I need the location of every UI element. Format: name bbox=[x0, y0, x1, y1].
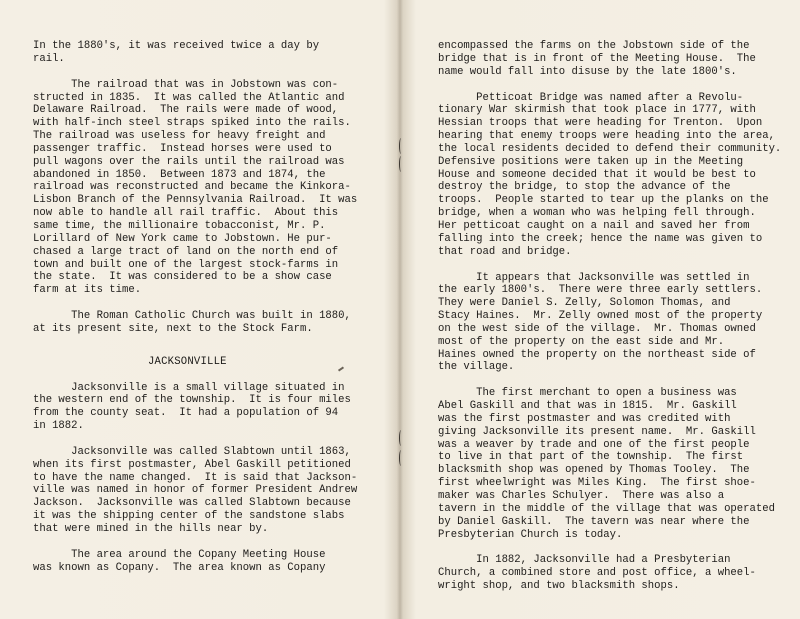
left-paragraph-catholic-church: The Roman Catholic Church was built in 1880, at its present site, next to the Stock Farm. bbox=[33, 310, 351, 335]
staple-mark bbox=[399, 430, 403, 446]
left-paragraph-jacksonville-intro: Jacksonville is a small village situated in the western end of the township. It is four miles from the county seat. It had a population of 94 in 1882. bbox=[33, 381, 351, 433]
staple-mark bbox=[399, 156, 403, 172]
left-page bbox=[0, 0, 398, 619]
right-paragraph-first-merchant: The first merchant to open a business was Abel Gaskill and that was in 1815. Mr. Gaskill was the first postmaster and was credited with giving Jacksonville its present name. Mr. Gaskill was a weaver by trade and one of the first people to live in that part of the township. The first blacksmith shop was opened by Thomas Tooley. The first wheelwright was Miles King. The first shoe- maker was Charles Schulyer. There was also a tavern in the middle of the village that was operated by Daniel Gaskill. The tavern was near where the Presbyterian Church is today. bbox=[438, 387, 775, 541]
staple-mark bbox=[399, 138, 403, 154]
left-paragraph-copany: The area around the Copany Meeting House was known as Copany. The area known as Copany bbox=[33, 548, 326, 574]
right-paragraph-1882: In 1882, Jacksonville had a Presbyterian Church, a combined store and post office, a wheel- wright shop, and two blacksmith shops. bbox=[438, 554, 756, 593]
right-page bbox=[402, 0, 800, 619]
section-heading-jacksonville: JACKSONVILLE bbox=[148, 355, 227, 368]
left-paragraph-rail-mail: In the 1880's, it was received twice a day by rail. bbox=[33, 40, 320, 65]
right-paragraph-early-settlers: It appears that Jacksonville was settled in the early 1800's. There were three early settlers. They were Daniel S. Zelly, Solomon Thomas, and Stacy Haines. Mr. Zelly owned most of the property on the west side of the village. Mr. Thomas owned most of the property on the east side and Mr. Haines owned the property on the northeast side of the village. bbox=[438, 271, 763, 374]
right-paragraph-copany-continued: encompassed the farms on the Jobstown side of the bridge that is in front of the Meeting House. The name would fall into disuse by the late 1800's. bbox=[438, 40, 756, 78]
staple-mark bbox=[399, 450, 403, 466]
left-paragraph-slabtown: Jacksonville was called Slabtown until 1863, when its first postmaster, Abel Gaskill petitioned to have the name changed. It is said that Jackson- ville was named in honor of former President Andrew Jackson. Jacksonville was called Slabtown because it was the shipping center of the sandstone slabs that were mined in the hills near by. bbox=[33, 445, 358, 535]
left-paragraph-railroad: The railroad that was in Jobstown was con- structed in 1835. It was called the Atlantic and Delaware Railroad. The rails were made of wood, with half-inch steel straps spiked into the rails. The railroad was useless for heavy freight and passenger traffic. Instead horses were used to pull wagons over the rails until the railroad was abandoned in 1850. Between 1873 and 1874, the railroad was reconstructed and became the Kinkora- Lisbon Branch of the Pennsylvania Railroad. It was now able to handle all rail traffic. About this same time, the millionaire tobacconist, Mr. P. Lorillard of New York came to Jobstown. He pur- chased a large tract of land on the north end of town and built one of the largest stock-farms in the state. It was considered to be a show case farm at its time. bbox=[33, 78, 358, 297]
right-paragraph-petticoat-bridge: Petticoat Bridge was named after a Revolu- tionary War skirmish that took place in 1777, with Hessian troops that were heading for Trenton. Upon hearing that enemy troops were heading into the area, the local residents decided to defend their community. Defensive positions were taken up in the Meeting House and someone decided that it would be best to destroy the bridge, to stop the advance of the troops. People started to tear up the planks on the bridge, when a woman who was helping fell through. Her petticoat caught on a nail and saved her from falling into the creek; hence the name was given to that road and bridge. bbox=[438, 91, 782, 258]
